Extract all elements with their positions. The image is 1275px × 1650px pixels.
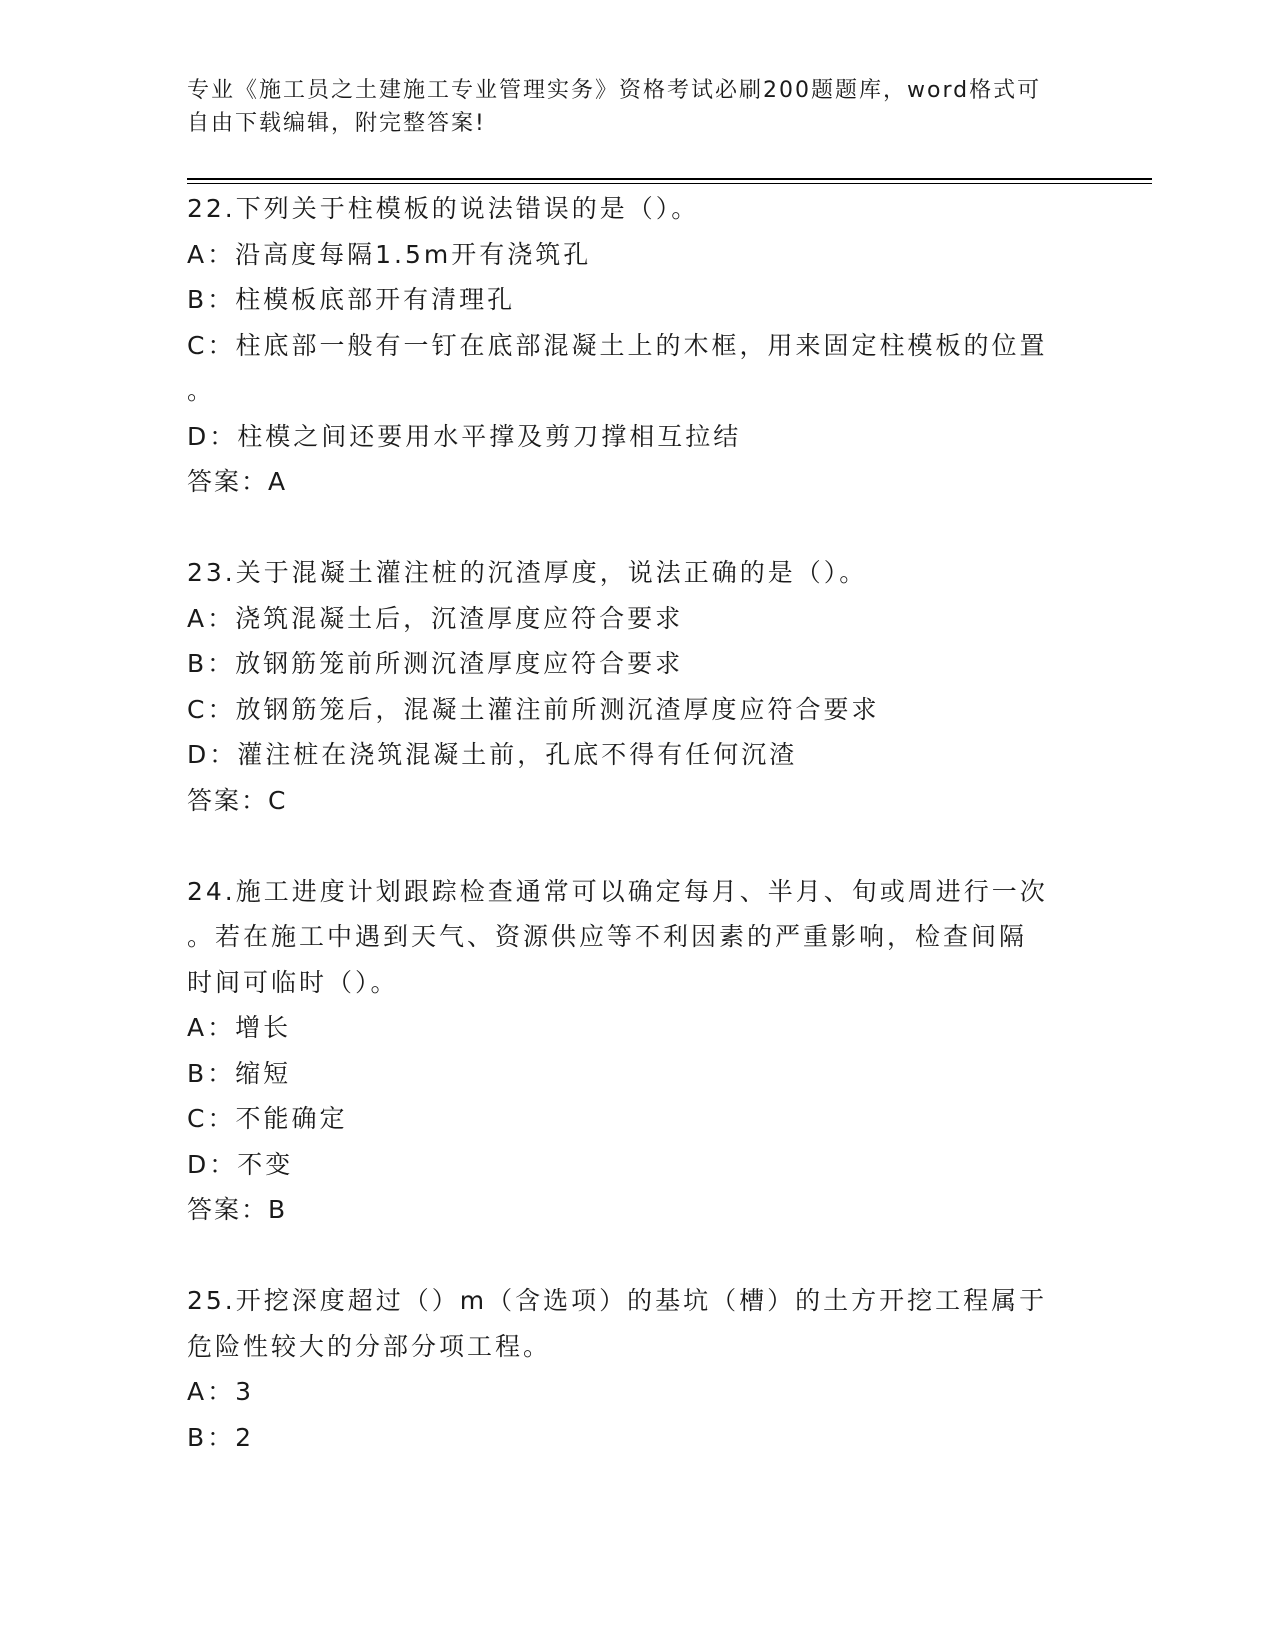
question-stem-line-2: 危险性较大的分部分项工程。 xyxy=(187,1331,552,1361)
question-stem: 23.关于混凝土灌注桩的沉渣厚度，说法正确的是（）。 xyxy=(187,558,868,587)
header-line-1: 专业《施工员之土建施工专业管理实务》资格考试必刷200题题库，word格式可 xyxy=(187,78,1042,103)
question-spacer xyxy=(187,1233,1087,1279)
question-24 xyxy=(187,869,1087,1233)
answer: 答案：B xyxy=(187,1195,288,1224)
option-d: D：灌注桩在浇筑混凝土前，孔底不得有任何沉渣 xyxy=(187,740,798,769)
document-header xyxy=(187,74,1067,140)
option-a: A：3 xyxy=(187,1377,255,1406)
question-spacer xyxy=(187,823,1087,869)
option-a: A：沿高度每隔1.5m开有浇筑孔 xyxy=(187,239,592,269)
question-stem-line-1: 25.开挖深度超过（）m（含选项）的基坑（槽）的土方开挖工程属于 xyxy=(187,1286,1048,1315)
option-c: C：放钢筋笼后，混凝土灌注前所测沉渣厚度应符合要求 xyxy=(187,694,880,724)
question-list xyxy=(187,186,1087,1460)
question-stem: 22.下列关于柱模板的说法错误的是（）。 xyxy=(187,194,700,223)
option-a: A：浇筑混凝土后，沉渣厚度应符合要求 xyxy=(187,603,684,633)
answer: 答案：A xyxy=(187,467,288,496)
option-c: C：不能确定 xyxy=(187,1104,348,1133)
question-25 xyxy=(187,1278,1087,1460)
question-spacer xyxy=(187,505,1087,551)
question-23 xyxy=(187,550,1087,823)
question-stem-line-1: 24.施工进度计划跟踪检查通常可以确定每月、半月、旬或周进行一次 xyxy=(187,876,1048,906)
answer: 答案：C xyxy=(187,785,288,815)
option-d: D：柱模之间还要用水平撑及剪刀撑相互拉结 xyxy=(187,421,742,451)
option-b: B：放钢筋笼前所测沉渣厚度应符合要求 xyxy=(187,649,684,678)
option-b: B：柱模板底部开有清理孔 xyxy=(187,285,516,314)
option-a: A：增长 xyxy=(187,1013,292,1042)
question-22 xyxy=(187,186,1087,505)
option-c-continued: 。 xyxy=(187,376,216,405)
header-divider-thick xyxy=(187,178,1152,180)
option-c: C：柱底部一般有一钉在底部混凝土上的木框，用来固定柱模板的位置 xyxy=(187,330,1048,360)
option-b: B：缩短 xyxy=(187,1058,292,1088)
option-b: B：2 xyxy=(187,1422,255,1452)
option-d: D：不变 xyxy=(187,1149,294,1179)
question-stem-line-2: 。若在施工中遇到天气、资源供应等不利因素的严重影响，检查间隔 xyxy=(187,922,1028,951)
header-divider-thin xyxy=(187,183,1152,184)
question-stem-line-3: 时间可临时（）。 xyxy=(187,967,399,997)
header-line-2: 自由下载编辑，附完整答案! xyxy=(187,111,486,136)
